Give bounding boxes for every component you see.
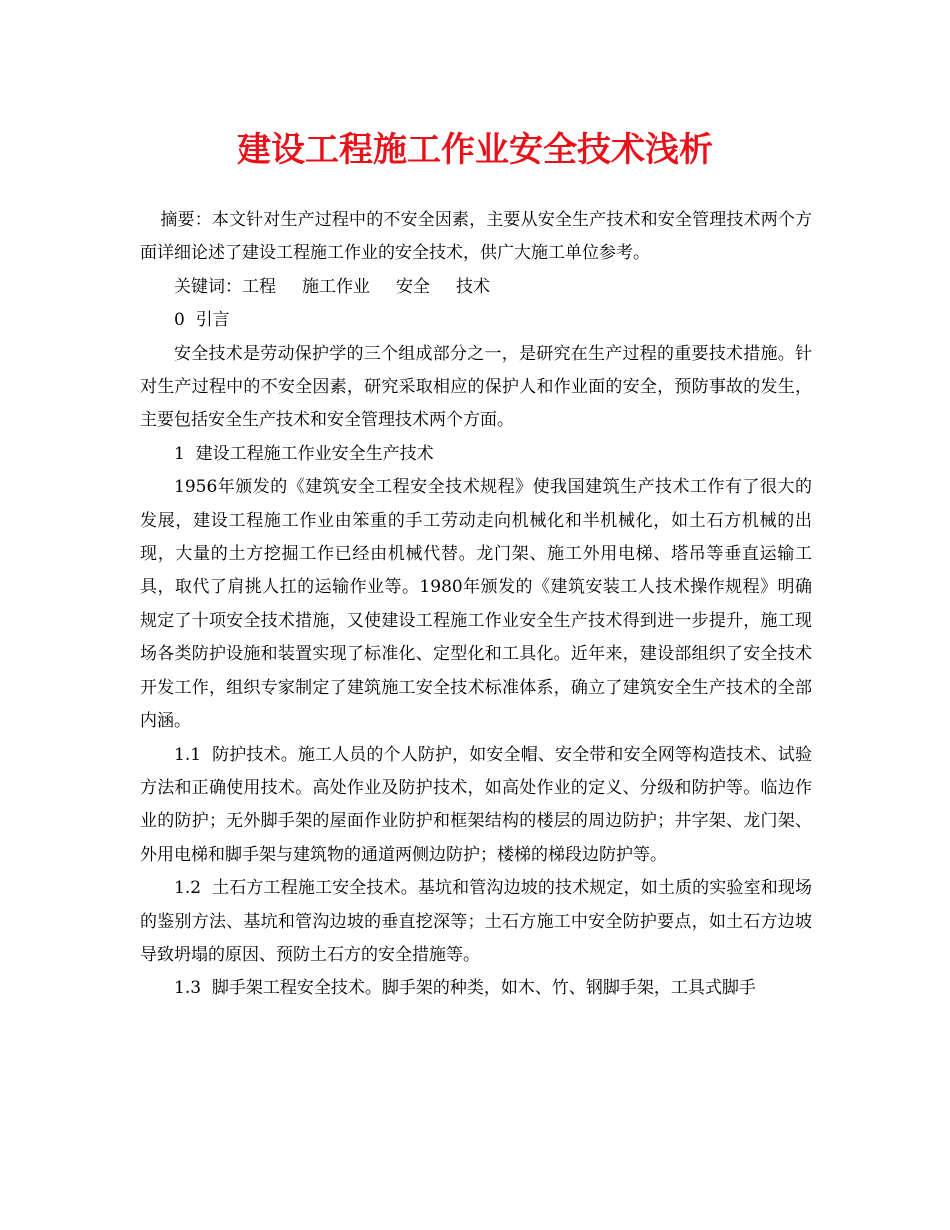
keywords-label: 关键词： [174, 276, 242, 297]
earthwork-safety-paragraph: 1.2 土石方工程施工安全技术。基坑和管沟边坡的技术规定，如土质的实验室和现场的鉴别方法、基坑和管沟边坡的垂直挖深等；土石方施工中安全防护要点，如土石方边坡导致坍塌的原因、预防土石方的安全措施等。 [140, 878, 812, 965]
abstract-paragraph: 摘要：本文针对生产过程中的不安全因素，主要从安全生产技术和安全管理技术两个方面详细论述了建设工程施工作业的安全技术，供广大施工单位参考。 [140, 210, 812, 264]
scaffolding-safety-paragraph: 1.3 脚手架工程安全技术。脚手架的种类，如木、竹、钢脚手架，工具式脚手 [174, 978, 756, 999]
safety-production-paragraph: 1956年颁发的《建筑安全工程安全技术规程》使我国建筑生产技术工作有了很大的发展，建设工程施工作业由笨重的手工劳动走向机械化和半机械化，如土石方机械的出现，大量的土方挖掘工作已经由机械代替。龙门架、施工外用电梯、塔吊等垂直运输工具，取代了肩挑人扛的运输作业等。1980年颁发的《建筑安装工人技术操作规程》明确规定了十项安全技术措施，又使建设工程施工作业安全生产技术得到进一步提升，施工现场各类防护设施和装置实现了标准化、定型化和工具化。近年来，建设部组织了安全技术开发工作，组织专家制定了建筑施工安全技术标准体系，确立了建筑安全生产技术的全部内涵。 [140, 477, 812, 732]
keyword-item: 技术 [456, 276, 490, 297]
section-heading-safety-production: 1 建设工程施工作业安全生产技术 [174, 443, 434, 464]
keyword-item: 工程 [242, 276, 276, 297]
protection-technology-paragraph: 1.1 防护技术。施工人员的个人防护，如安全帽、安全带和安全网等构造技术、试验方法和正确使用技术。高处作业及防护技术，如高处作业的定义、分级和防护等。临边作业的防护；无外脚手架的屋面作业防护和框架结构的楼层的周边防护；井字架、龙门架、外用电梯和脚手架与建筑物的通道两侧边防护；楼梯的梯段边防护等。 [140, 744, 812, 865]
keyword-item: 安全 [396, 276, 430, 297]
page-title: 建设工程施工作业安全技术浅析 [237, 130, 713, 170]
introduction-paragraph: 安全技术是劳动保护学的三个组成部分之一，是研究在生产过程的重要技术措施。针对生产过程中的不安全因素，研究采取相应的保护人和作业面的安全，预防事故的发生，主要包括安全生产技术和安全管理技术两个方面。 [140, 343, 812, 431]
keywords-line [140, 271, 812, 304]
document-body [140, 204, 812, 1006]
section-heading-introduction: 0 引言 [174, 310, 230, 331]
keyword-item: 施工作业 [302, 276, 370, 297]
